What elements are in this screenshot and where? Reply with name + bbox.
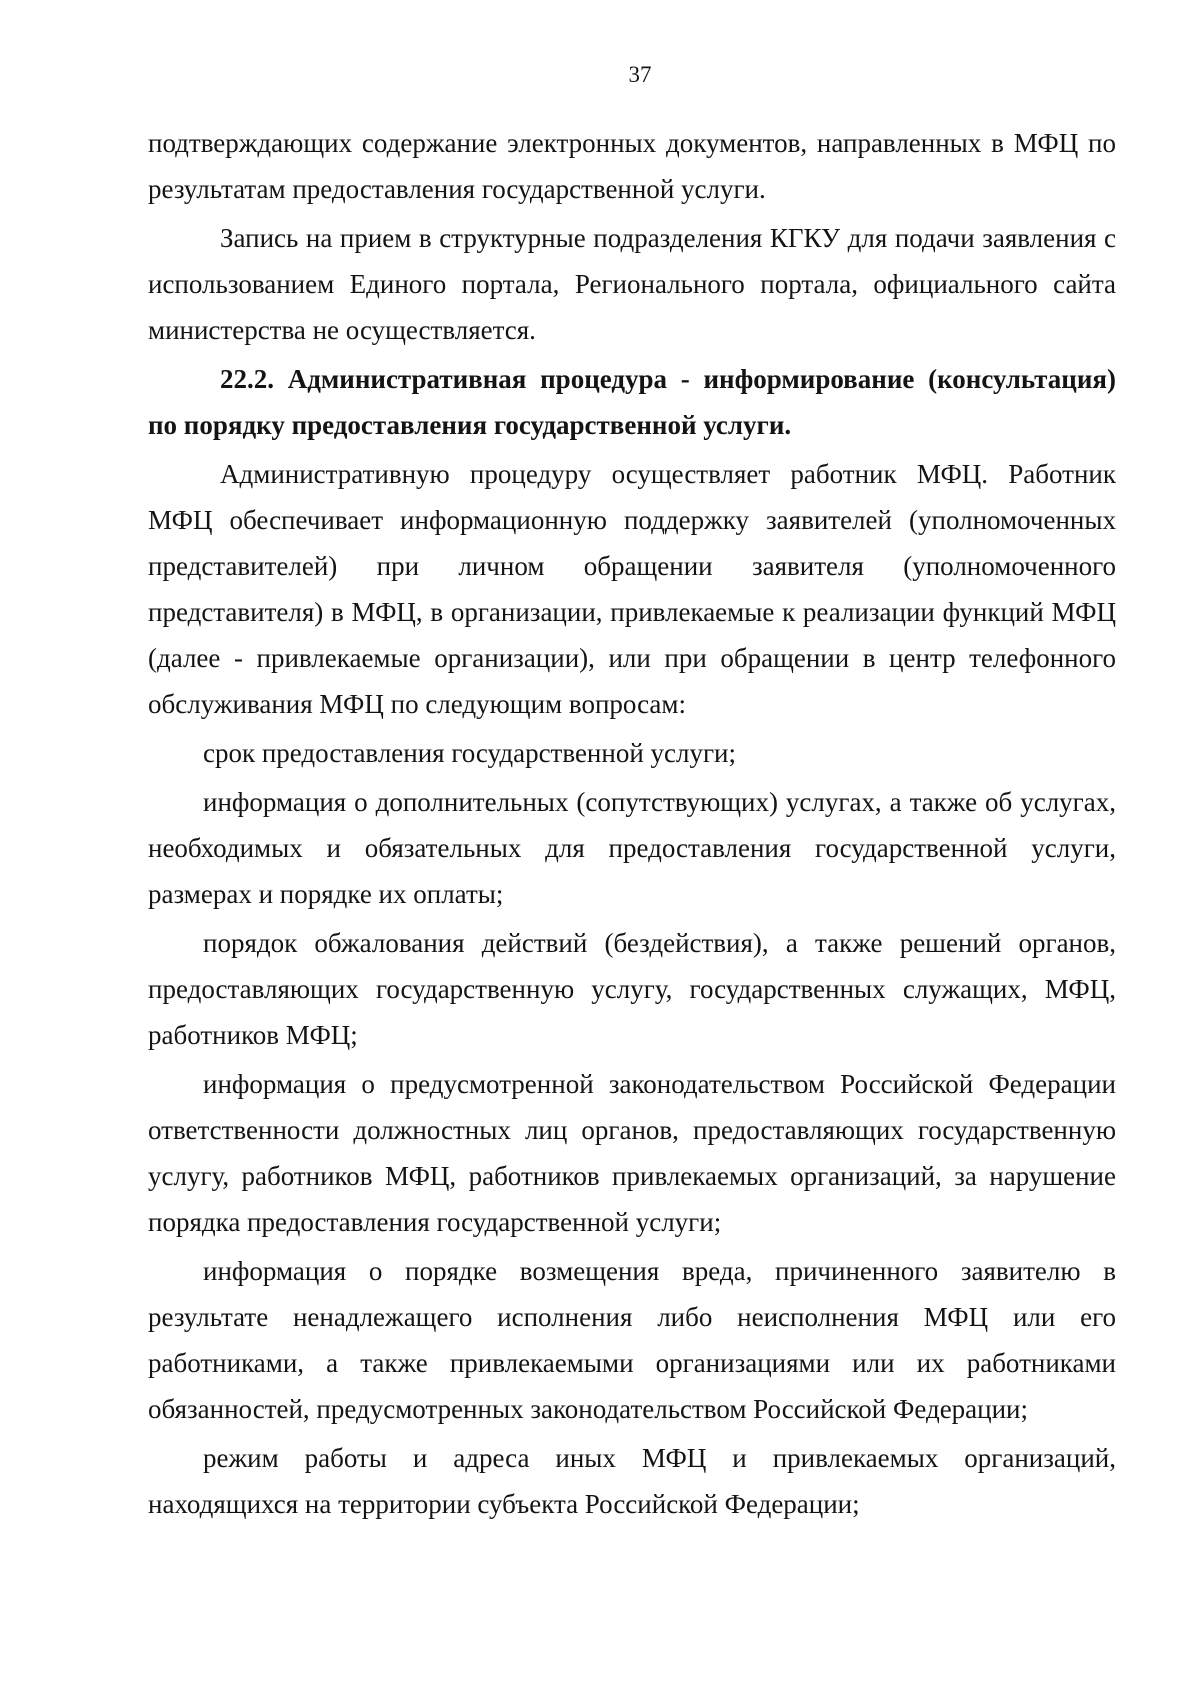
list-item-additional-services: информация о дополнительных (сопутствующих) услугах, а также об услугах, необходимых и обязательных для предоставления государственной услуги, размерах и порядке их оплаты; (148, 787, 1116, 909)
list-item-working-hours: режим работы и адреса иных МФЦ и привлекаемых организаций, находящихся на территории субъекта Российской Федерации; (148, 1443, 1116, 1519)
document-body (148, 120, 1116, 1527)
list-item-compensation: информация о порядке возмещения вреда, причиненного заявителю в результате ненадлежащего исполнения либо неисполнения МФЦ или его работниками, а также привлекаемыми организациями или их работниками обязанностей, предусмотренных законодательством Российской Федерации; (148, 1256, 1116, 1424)
section-heading-22-2: 22.2. Административная процедура - информирование (консультация) по порядку предоставления государственной услуги. (148, 364, 1116, 440)
paragraph-procedure: Административную процедуру осуществляет работник МФЦ. Работник МФЦ обеспечивает информационную поддержку заявителей (уполномоченных представителей) при личном обращении заявителя (уполномоченного представителя) в МФЦ, в организации, привлекаемые к реализации функций МФЦ (далее - привлекаемые организации), или при обращении в центр телефонного обслуживания МФЦ по следующим вопросам: (148, 459, 1116, 719)
paragraph-appointment: Запись на прием в структурные подразделения КГКУ для подачи заявления с использованием Единого портала, Регионального портала, официального сайта министерства не осуществляется. (148, 223, 1116, 345)
page-number: 37 (628, 62, 652, 87)
paragraph-continuation: подтверждающих содержание электронных документов, направленных в МФЦ по результатам предоставления государственной услуги. (148, 128, 1116, 204)
list-item-term: срок предоставления государственной услуги; (203, 738, 737, 768)
list-item-responsibility: информация о предусмотренной законодательством Российской Федерации ответственности должностных лиц органов, предоставляющих государственную услугу, работников МФЦ, работников привлекаемых организаций, за нарушение порядка предоставления государственной услуги; (148, 1069, 1116, 1237)
list-item-appeal: порядок обжалования действий (бездействия), а также решений органов, предоставляющих государственную услугу, государственных служащих, МФЦ, работников МФЦ; (148, 928, 1116, 1050)
